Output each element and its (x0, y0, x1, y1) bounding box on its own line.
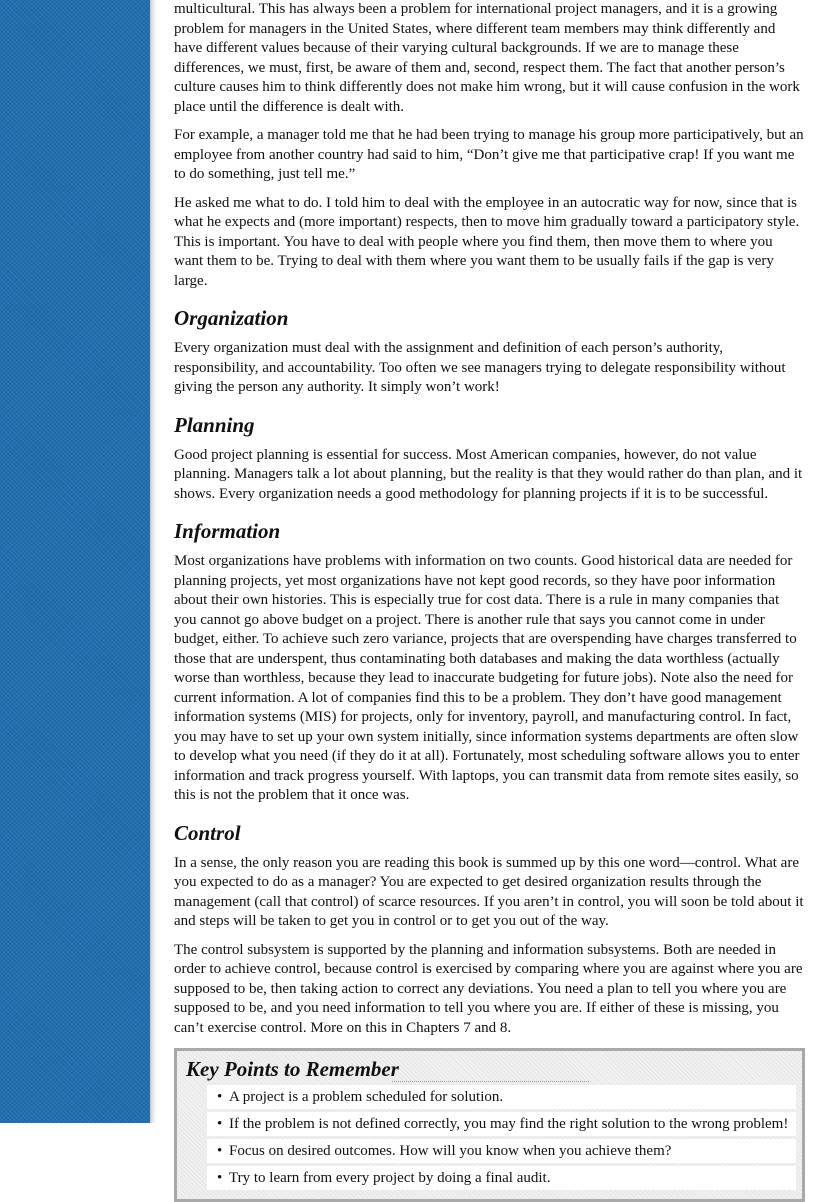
paragraph: In a sense, the only reason you are reading this book is summed up by this one word—control. What are you expected to do as a manager? You are expected to get desired organization results through the management (call that control) of scarce resources. If you aren’t in control, you will soon be told about it and steps will be taken to get you in control or to get you out of the way. (174, 854, 804, 929)
key-points-list (183, 1085, 796, 1190)
section-heading-information: Information (174, 519, 281, 543)
paragraph: He asked me what to do. I told him to deal with the employee in an autocratic way for now, since that is what he expects and (more important) respects, then to move him gradually toward a participatory style. This is important. You have to deal with people where you find them, then move them to where you want them to be. Trying to deal with them where you want them to be usually fails if the gap is very large. (174, 194, 800, 289)
paragraph: multicultural. This has always been a problem for international project managers, and it is a growing problem for managers in the United States, where different team members may think differently and have different values because of their varying cultural backgrounds. If we are to manage these differences, we must, first, be aware of them and, second, respect them. The fact that another person’s culture causes him to think differently does not make him wrong, but it will cause confusion in the work place until the difference is dealt with. (174, 1, 800, 115)
section-heading-planning: Planning (174, 412, 255, 437)
list-item: • If the problem is not defined correctly, you may find the right solution to the wrong problem! (207, 1112, 796, 1136)
list-item: • A project is a problem scheduled for solution. (207, 1085, 796, 1109)
sidebar-edge (150, 0, 157, 1123)
page-content (174, 0, 805, 1202)
footer-rule (392, 1081, 589, 1084)
key-points-box (174, 1048, 805, 1202)
paragraph: Good project planning is essential for success. Most American companies, however, do not value planning. Managers talk a lot about planning, but the reality is that they would rather do than plan, and it shows. Every organization needs a good methodology for planning projects if it is to be successful. (174, 446, 803, 502)
section-heading-control: Control (174, 820, 241, 845)
list-item: • Focus on desired outcomes. How will you know when you achieve them? (207, 1139, 796, 1163)
paragraph: Every organization must deal with the assignment and definition of each person’s authority, responsibility, and accountability. Too often we see managers trying to delegate responsibility without giving the person any authority. It simply won’t work! (174, 340, 786, 395)
list-item: • Try to learn from every project by doing a final audit. (207, 1166, 796, 1190)
paragraph: Most organizations have problems with information on two counts. Good historical data are needed for planning projects, yet most organizations have not kept good records, so they have poor information about their own histories. This is especially true for cost data. There is a rule in many companies that you cannot go above budget on a project. There is another rule that says you cannot come in under budget, either. To achieve such zero variance, projects that are overspending have charges transferred to those that are underspent, thus contaminating both databases and making the data worthless (actually worse than worthless, because they lead to inaccurate budgeting for future jobs). Note also the need for current information. A lot of companies find this to be a problem. They don’t have good management information systems (MIS) for projects, only for inventory, payroll, and manufacturing control. In fact, you may have to set up your own system initially, since information systems departments are often slow to develop what you need (if they do it at all). Fortunately, most scheduling software allows you to enter information and track progress yourself. With laptops, you can transmit data from remote sites easily, so this is not the problem that it once was. (174, 553, 800, 803)
sidebar-decoration (0, 0, 150, 1123)
section-heading-organization: Organization (174, 306, 289, 330)
paragraph: For example, a manager told me that he had been trying to manage his group more participatively, but an employee from another country had said to him, “Don’t give me that participative crap! If you want me to do something, just tell me.” (174, 127, 804, 182)
key-points-title: Key Points to Remember (186, 1057, 399, 1081)
paragraph: The control subsystem is supported by the planning and information subsystems. Both are needed in order to achieve control, because control is exercised by comparing where you are against where you are supposed to be, then taking action to correct any deviations. You need a plan to tell you where you are supposed to be, and you need information to tell you where you are. If either of these is missing, you can’t exercise control. More on this in Chapters 7 and 8. (174, 941, 803, 1036)
